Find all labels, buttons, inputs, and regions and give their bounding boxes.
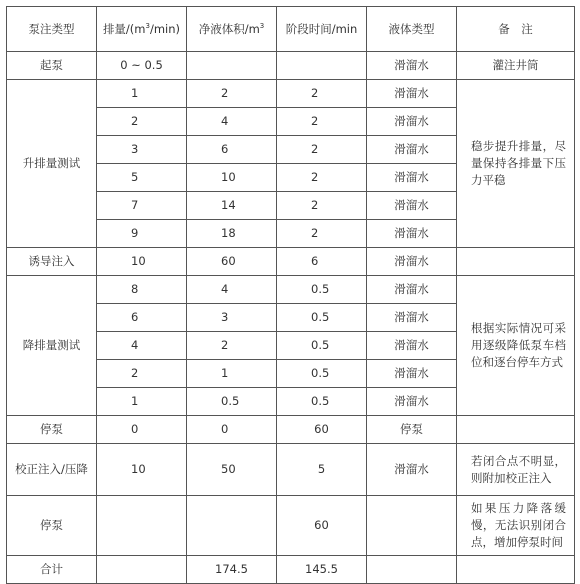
cell-volume: 3 (187, 304, 277, 332)
cell-fluid: 滑溜水 (367, 276, 457, 304)
cell-volume: 1 (187, 360, 277, 388)
data-table-container (6, 6, 574, 584)
table-row (7, 444, 575, 496)
cell-rate: 7 (97, 192, 187, 220)
cell-type: 停泵 (7, 496, 97, 556)
cell-time: 60 (277, 496, 367, 556)
cell-time: 5 (277, 444, 367, 496)
cell-time: 2 (277, 164, 367, 192)
table-row (7, 416, 575, 444)
cell-fluid: 滑溜水 (367, 304, 457, 332)
cell-fluid: 滑溜水 (367, 332, 457, 360)
cell-time: 2 (277, 136, 367, 164)
cell-volume: 2 (187, 332, 277, 360)
cell-note: 若闭合点不明显，则附加校正注入 (457, 444, 575, 496)
cell-fluid: 滑溜水 (367, 388, 457, 416)
cell-time: 0.5 (277, 304, 367, 332)
cell-rate: 4 (97, 332, 187, 360)
cell-rate: 1 (97, 80, 187, 108)
cell-rate: 2 (97, 108, 187, 136)
cell-type: 停泵 (7, 416, 97, 444)
cell-time: 2 (277, 108, 367, 136)
cell-volume: 50 (187, 444, 277, 496)
cell-fluid: 滑溜水 (367, 360, 457, 388)
cell-type: 升排量测试 (7, 80, 97, 248)
cell-rate: 0 ~ 0.5 (97, 52, 187, 80)
cell-volume: 4 (187, 276, 277, 304)
cell-time: 2 (277, 80, 367, 108)
table-row (7, 276, 575, 304)
cell-volume: 6 (187, 136, 277, 164)
cell-fluid: 滑溜水 (367, 192, 457, 220)
header-time: 阶段时间/min (277, 7, 367, 52)
cell-rate: 10 (97, 444, 187, 496)
cell-volume: 0 (187, 416, 277, 444)
cell-fluid: 滑溜水 (367, 80, 457, 108)
cell-volume: 174.5 (187, 556, 277, 584)
cell-time: 2 (277, 192, 367, 220)
cell-volume: 18 (187, 220, 277, 248)
cell-volume: 4 (187, 108, 277, 136)
header-volume: 净液体积$/m^3$ (187, 7, 277, 52)
cell-volume: 2 (187, 80, 277, 108)
cell-type: 起泵 (7, 52, 97, 80)
cell-fluid: 滑溜水 (367, 108, 457, 136)
cell-time: 0.5 (277, 276, 367, 304)
table-row (7, 248, 575, 276)
cell-time: 2 (277, 220, 367, 248)
cell-fluid: 滑溜水 (367, 248, 457, 276)
cell-note: 灌注井筒 (457, 52, 575, 80)
cell-rate: 0 (97, 416, 187, 444)
cell-time: 60 (277, 416, 367, 444)
cell-fluid: 滑溜水 (367, 444, 457, 496)
cell-rate: 2 (97, 360, 187, 388)
cell-type: 降排量测试 (7, 276, 97, 416)
table-row (7, 52, 575, 80)
cell-rate: 8 (97, 276, 187, 304)
cell-time: 0.5 (277, 332, 367, 360)
cell-note (457, 248, 575, 276)
cell-note (457, 556, 575, 584)
cell-fluid: 滑溜水 (367, 164, 457, 192)
pumping-schedule-table (6, 6, 575, 584)
cell-type: 校正注入/压降 (7, 444, 97, 496)
cell-rate: 9 (97, 220, 187, 248)
cell-note: 根据实际情况可采用逐级降低泵车档位和逐台停车方式 (457, 276, 575, 416)
cell-type: 诱导注入 (7, 248, 97, 276)
cell-rate: 10 (97, 248, 187, 276)
cell-fluid (367, 556, 457, 584)
cell-time: 0.5 (277, 388, 367, 416)
cell-time: 0.5 (277, 360, 367, 388)
cell-rate (97, 556, 187, 584)
cell-rate: 1 (97, 388, 187, 416)
cell-note: 如果压力降落缓慢，无法识别闭合点，增加停泵时间 (457, 496, 575, 556)
cell-rate: 6 (97, 304, 187, 332)
cell-time: 145.5 (277, 556, 367, 584)
cell-note: 稳步提升排量，尽量保持各排量下压力平稳 (457, 80, 575, 248)
cell-volume: 60 (187, 248, 277, 276)
cell-time (277, 52, 367, 80)
header-row (7, 7, 575, 52)
cell-type: 合计 (7, 556, 97, 584)
cell-fluid: 滑溜水 (367, 220, 457, 248)
header-note: 备 注 (457, 7, 575, 52)
cell-volume: 0.5 (187, 388, 277, 416)
table-row-total (7, 556, 575, 584)
cell-fluid: 停泵 (367, 416, 457, 444)
cell-rate: 5 (97, 164, 187, 192)
cell-volume: 14 (187, 192, 277, 220)
table-row (7, 80, 575, 108)
cell-note (457, 416, 575, 444)
cell-fluid: 滑溜水 (367, 52, 457, 80)
cell-time: 6 (277, 248, 367, 276)
header-pump-type: 泵注类型 (7, 7, 97, 52)
cell-volume (187, 52, 277, 80)
header-rate: 排量$/(m^3/\min)$ (97, 7, 187, 52)
cell-rate: 3 (97, 136, 187, 164)
header-fluid: 液体类型 (367, 7, 457, 52)
cell-volume: 10 (187, 164, 277, 192)
cell-fluid: 滑溜水 (367, 136, 457, 164)
